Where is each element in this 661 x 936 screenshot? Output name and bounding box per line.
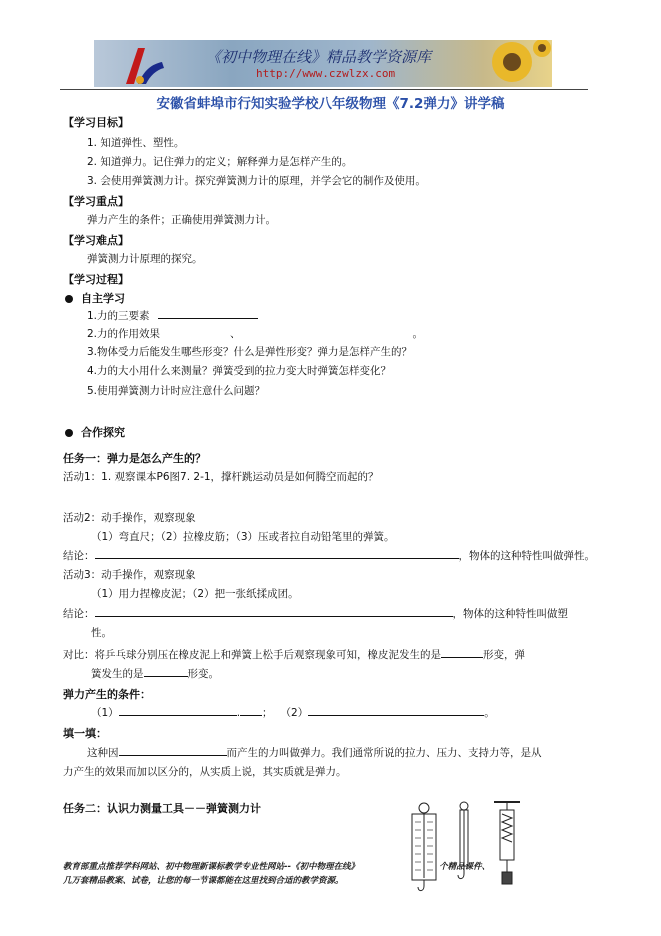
- bullet-icon: [65, 295, 73, 303]
- comparison: 对比：将乒乓球分别压在橡皮泥上和弹簧上松手后观察现象可知，橡皮泥发生的是 形变，弹: [63, 649, 525, 661]
- footer-text: 教育部重点推荐学科网站、初中物理新课标教学专业性网站--《初中物理在线》 个精品课件、 几万套精品教案、试卷，让您的每一节课都能在这里找到合适的教学资源。: [63, 862, 491, 886]
- sunflower-image: [472, 40, 552, 87]
- banner-title: 《初中物理在线》精品教学资源库: [206, 48, 432, 66]
- conclusion-2: 结论： ，物体的这种特性叫做塑: [63, 608, 568, 620]
- difficult-text: 弹簧测力计原理的探究。: [87, 253, 203, 265]
- self-study-item: 5.使用弹簧测力计时应注意什么问题？: [87, 385, 266, 397]
- blank-field[interactable]: [441, 647, 483, 658]
- key-text: 弹力产生的条件；正确使用弹簧测力计。: [87, 214, 276, 226]
- task1-heading: 任务一：弹力是怎么产生的？: [63, 452, 206, 465]
- activity-1: 活动1：1. 观察课本P6图7. 2-1，撑杆跳运动员是如何腾空而起的？: [63, 471, 379, 483]
- fill-heading: 填一填：: [63, 727, 107, 740]
- page-title: 安徽省蚌埠市行知实验学校八年级物理《7.2弹力》讲学稿: [156, 96, 505, 112]
- key-heading: 【学习重点】: [63, 195, 129, 208]
- comparison-cont: 簧发生的是 形变。: [91, 668, 219, 680]
- task2-heading: 任务二：认识力测量工具－－弹簧测力计: [63, 802, 261, 815]
- blank-field[interactable]: [95, 548, 459, 559]
- conclusion-2-cont: 性。: [91, 627, 112, 639]
- condition-blanks: （1） . ； （2） 。: [91, 707, 495, 719]
- blank-field[interactable]: [119, 705, 237, 716]
- self-study-item: 1.力的三要素: [87, 308, 258, 323]
- coop-heading: 合作探究: [65, 424, 125, 440]
- site-logo: [112, 40, 172, 87]
- header-rule: [60, 89, 588, 90]
- self-study-item: 4.力的大小用什么来测量？弹簧受到的拉力变大时弹簧怎样变化？: [87, 365, 392, 377]
- goals-heading: 【学习目标】: [63, 116, 129, 129]
- blank-field[interactable]: [144, 666, 188, 677]
- goal-item: 2. 知道弹力。记住弹力的定义；解释弹力是怎样产生的。: [87, 156, 353, 168]
- fill-line: 这种因 而产生的力叫做弹力。我们通常所说的拉力、压力、支持力等，是从: [87, 747, 542, 759]
- condition-heading: 弹力产生的条件：: [63, 688, 151, 701]
- blank-field[interactable]: [158, 308, 258, 319]
- self-study-heading: 自主学习: [65, 290, 125, 306]
- activity-2: 活动2：动手操作，观察现象: [63, 512, 196, 524]
- activity-2-items: （1）弯直尺；（2）拉橡皮筋；（3）压或者拉自动铅笔里的弹簧。: [91, 531, 395, 543]
- activity-3: 活动3：动手操作，观察现象: [63, 569, 196, 581]
- header-banner: [94, 40, 552, 87]
- conclusion-1: 结论： ，物体的这种特性叫做弹性。: [63, 550, 595, 562]
- process-heading: 【学习过程】: [63, 273, 129, 286]
- fill-line-cont: 力产生的效果而加以区分的，从实质上说，其实质就是弹力。: [63, 766, 347, 778]
- blank-field[interactable]: [308, 705, 484, 716]
- blank-field[interactable]: [95, 606, 453, 617]
- goal-item: 3. 会使用弹簧测力计。探究弹簧测力计的原理，并学会它的制作及使用。: [87, 175, 426, 187]
- difficult-heading: 【学习难点】: [63, 234, 129, 247]
- banner-url[interactable]: http://www.czwlzx.com: [256, 67, 396, 80]
- blank-field[interactable]: [119, 745, 227, 756]
- bullet-icon: [65, 429, 73, 437]
- activity-3-items: （1）用力捏橡皮泥；（2）把一张纸揉成团。: [91, 588, 299, 600]
- self-study-item: 2.力的作用效果 、 。: [87, 328, 424, 340]
- goal-item: 1. 知道弹性、塑性。: [87, 137, 185, 149]
- self-study-item: 3.物体受力后能发生哪些形变？什么是弹性形变？弹力是怎样产生的？: [87, 346, 413, 358]
